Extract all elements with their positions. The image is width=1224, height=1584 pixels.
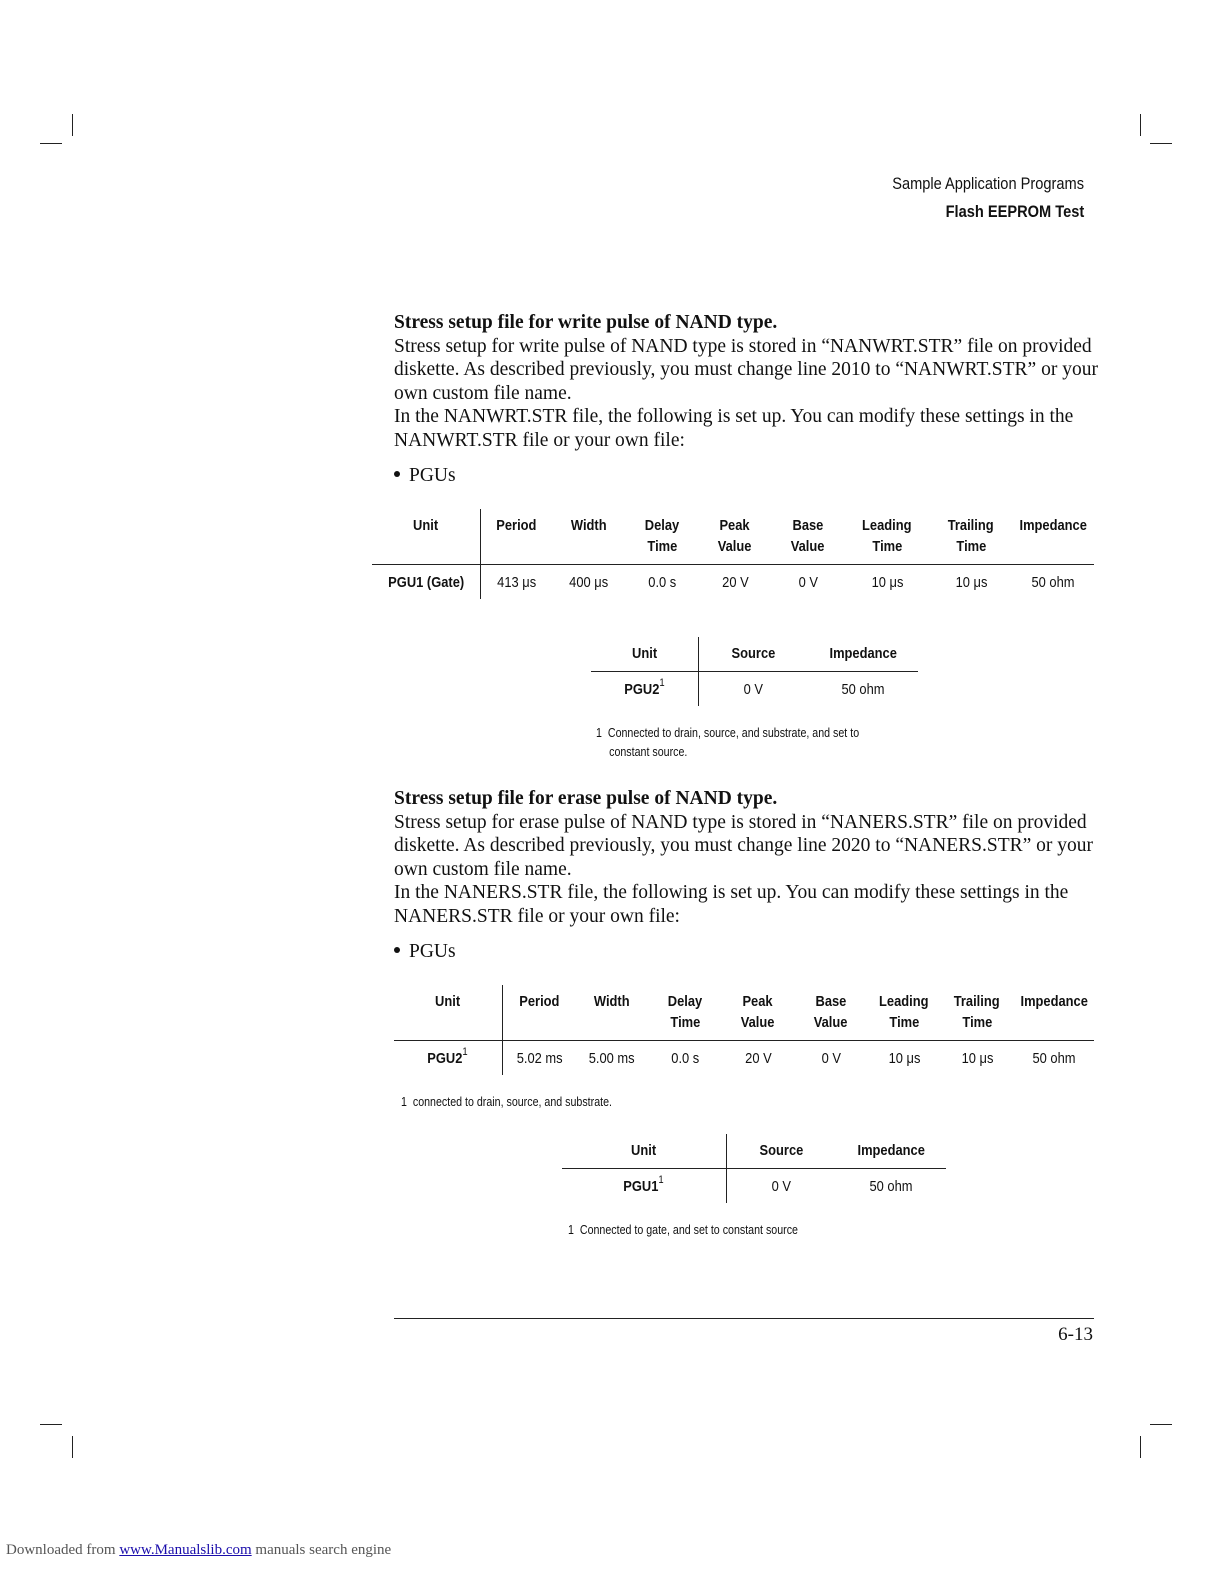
table-header-row	[591, 637, 918, 672]
col-header-delay-time: Delay Time	[648, 985, 722, 1041]
col-header-period: Period	[502, 985, 576, 1041]
bullet-label: PGUs	[409, 465, 456, 486]
cell-impedance: 50 ohm	[869, 1178, 913, 1195]
erase-section	[394, 787, 1106, 929]
cell-trailing-time: 10 μs	[961, 1050, 993, 1067]
col-header-source: Source	[726, 1134, 836, 1169]
col-header-leading-time: Leading Time	[844, 509, 930, 565]
col-header-peak-value: Peak Value	[698, 509, 772, 565]
cell-unit: $PGU1^1$	[562, 1169, 726, 1204]
footnote-text: Connected to gate, and set to constant source	[579, 1222, 798, 1237]
cell-impedance: 50 ohm	[841, 681, 885, 698]
col-header-impedance: Impedance	[1014, 985, 1094, 1041]
col-header-peak-value: Peak Value	[722, 985, 794, 1041]
running-header-chapter: Sample Application Programs	[892, 174, 1084, 193]
cell-period: 413 μs	[496, 574, 536, 591]
cell-unit: $PGU2^1$	[591, 672, 698, 707]
table-header-row	[394, 985, 1094, 1041]
cell-source: 0 V	[743, 681, 763, 698]
table-row	[591, 672, 918, 707]
cell-base-value: 0 V	[798, 574, 818, 591]
col-header-trailing-time: Trailing Time	[930, 509, 1012, 565]
table-header-row	[562, 1134, 946, 1169]
cell-impedance: 50 ohm	[1032, 1050, 1076, 1067]
footnote-mark: 1	[596, 725, 602, 740]
write-section-heading: Stress setup file for write pulse of NAND type.	[394, 312, 778, 333]
col-header-delay-time: Delay Time	[626, 509, 698, 565]
write-bullet	[394, 465, 456, 487]
bullet-label: PGUs	[409, 941, 456, 962]
erase-source-table	[562, 1134, 946, 1203]
col-header-impedance: Impedance	[836, 1134, 946, 1169]
manualslib-link[interactable]: www.Manualslib.com	[119, 1542, 252, 1558]
crop-mark	[40, 143, 62, 144]
bullet-icon	[394, 471, 400, 477]
cell-base-value: 0 V	[821, 1050, 841, 1067]
write-section-para1: Stress setup for write pulse of NAND type is stored in “NANWRT.STR” file on provided diskette. As described previously, you must change line 2010 to “NANWRT.STR” or your own custom file name.	[394, 335, 1098, 404]
footnote-ref: 1	[658, 1174, 664, 1186]
erase-section-para2: In the NANERS.STR file, the following is set up. You can modify these settings in the NANERS.STR file or your own file:	[394, 882, 1069, 927]
cell-peak-value: 20 V	[744, 1050, 772, 1067]
col-header-unit: Unit	[562, 1134, 726, 1169]
crop-mark	[40, 1424, 62, 1425]
col-header-unit: Unit	[591, 637, 698, 672]
write-pgu-table	[372, 509, 1094, 599]
erase-pgu-table	[394, 985, 1094, 1075]
crop-mark	[72, 114, 73, 136]
crop-mark	[1150, 1424, 1172, 1425]
write-section-para2: In the NANWRT.STR file, the following is set up. You can modify these settings in the NANWRT.STR file or your own file:	[394, 406, 1074, 451]
col-header-width: Width	[552, 509, 626, 565]
page-number: 6-13	[1058, 1324, 1093, 1345]
erase-bullet	[394, 941, 456, 963]
footnote-mark: 1	[568, 1222, 574, 1237]
erase-section-para1: Stress setup for erase pulse of NAND type is stored in “NANERS.STR” file on provided diskette. As described previously, you must change line 2020 to “NANERS.STR” or your own custom file name.	[394, 811, 1094, 880]
cell-impedance: 50 ohm	[1031, 574, 1075, 591]
col-header-leading-time: Leading Time	[868, 985, 940, 1041]
col-header-period: Period	[480, 509, 552, 565]
cell-unit: PGU1 (Gate)	[372, 565, 480, 600]
table-header-row	[372, 509, 1094, 565]
bullet-icon	[394, 947, 400, 953]
erase-section-heading: Stress setup file for erase pulse of NAND type.	[394, 788, 778, 809]
col-header-source: Source	[698, 637, 808, 672]
crop-mark	[72, 1436, 73, 1458]
erase-pgu-table-footnote	[401, 1092, 658, 1111]
crop-mark	[1140, 1436, 1141, 1458]
footnote-mark: 1	[401, 1094, 407, 1109]
cell-peak-value: 20 V	[721, 574, 749, 591]
footnote-text-cont: constant source.	[609, 744, 688, 759]
download-prefix: Downloaded from	[6, 1542, 116, 1558]
cell-width: 5.00 ms	[589, 1050, 635, 1067]
col-header-unit: Unit	[372, 509, 480, 565]
write-table-footnote	[596, 723, 917, 761]
col-header-trailing-time: Trailing Time	[940, 985, 1014, 1041]
footer-rule	[394, 1318, 1094, 1319]
footnote-text: connected to drain, source, and substrate.	[412, 1094, 612, 1109]
running-header-section: Flash EEPROM Test	[945, 202, 1084, 221]
footnote-ref: 1	[659, 677, 665, 689]
footnote-ref: 1	[462, 1046, 468, 1058]
col-header-width: Width	[576, 985, 648, 1041]
table-row	[394, 1041, 1094, 1076]
write-source-table	[591, 637, 918, 706]
cell-leading-time: 10 μs	[871, 574, 903, 591]
col-header-impedance: Impedance	[1012, 509, 1094, 565]
table-row	[562, 1169, 946, 1204]
cell-width: 400 μs	[569, 574, 609, 591]
col-header-impedance: Impedance	[808, 637, 918, 672]
cell-source: 0 V	[771, 1178, 791, 1195]
write-section	[394, 311, 1106, 453]
col-header-unit: Unit	[394, 985, 502, 1041]
cell-unit: $PGU2^1$	[394, 1041, 502, 1076]
erase-source-table-footnote	[568, 1220, 848, 1239]
download-notice	[6, 1542, 391, 1559]
col-header-base-value: Base Value	[794, 985, 868, 1041]
table-row	[372, 565, 1094, 600]
cell-delay-time: 0.0 s	[671, 1050, 699, 1067]
crop-mark	[1140, 114, 1141, 136]
cell-period: 5.02 ms	[516, 1050, 563, 1067]
cell-trailing-time: 10 μs	[955, 574, 987, 591]
col-header-base-value: Base Value	[772, 509, 844, 565]
cell-leading-time: 10 μs	[888, 1050, 920, 1067]
crop-mark	[1150, 143, 1172, 144]
cell-delay-time: 0.0 s	[648, 574, 676, 591]
download-suffix: manuals search engine	[255, 1542, 392, 1558]
footnote-text: Connected to drain, source, and substrate, and set to	[607, 725, 860, 740]
